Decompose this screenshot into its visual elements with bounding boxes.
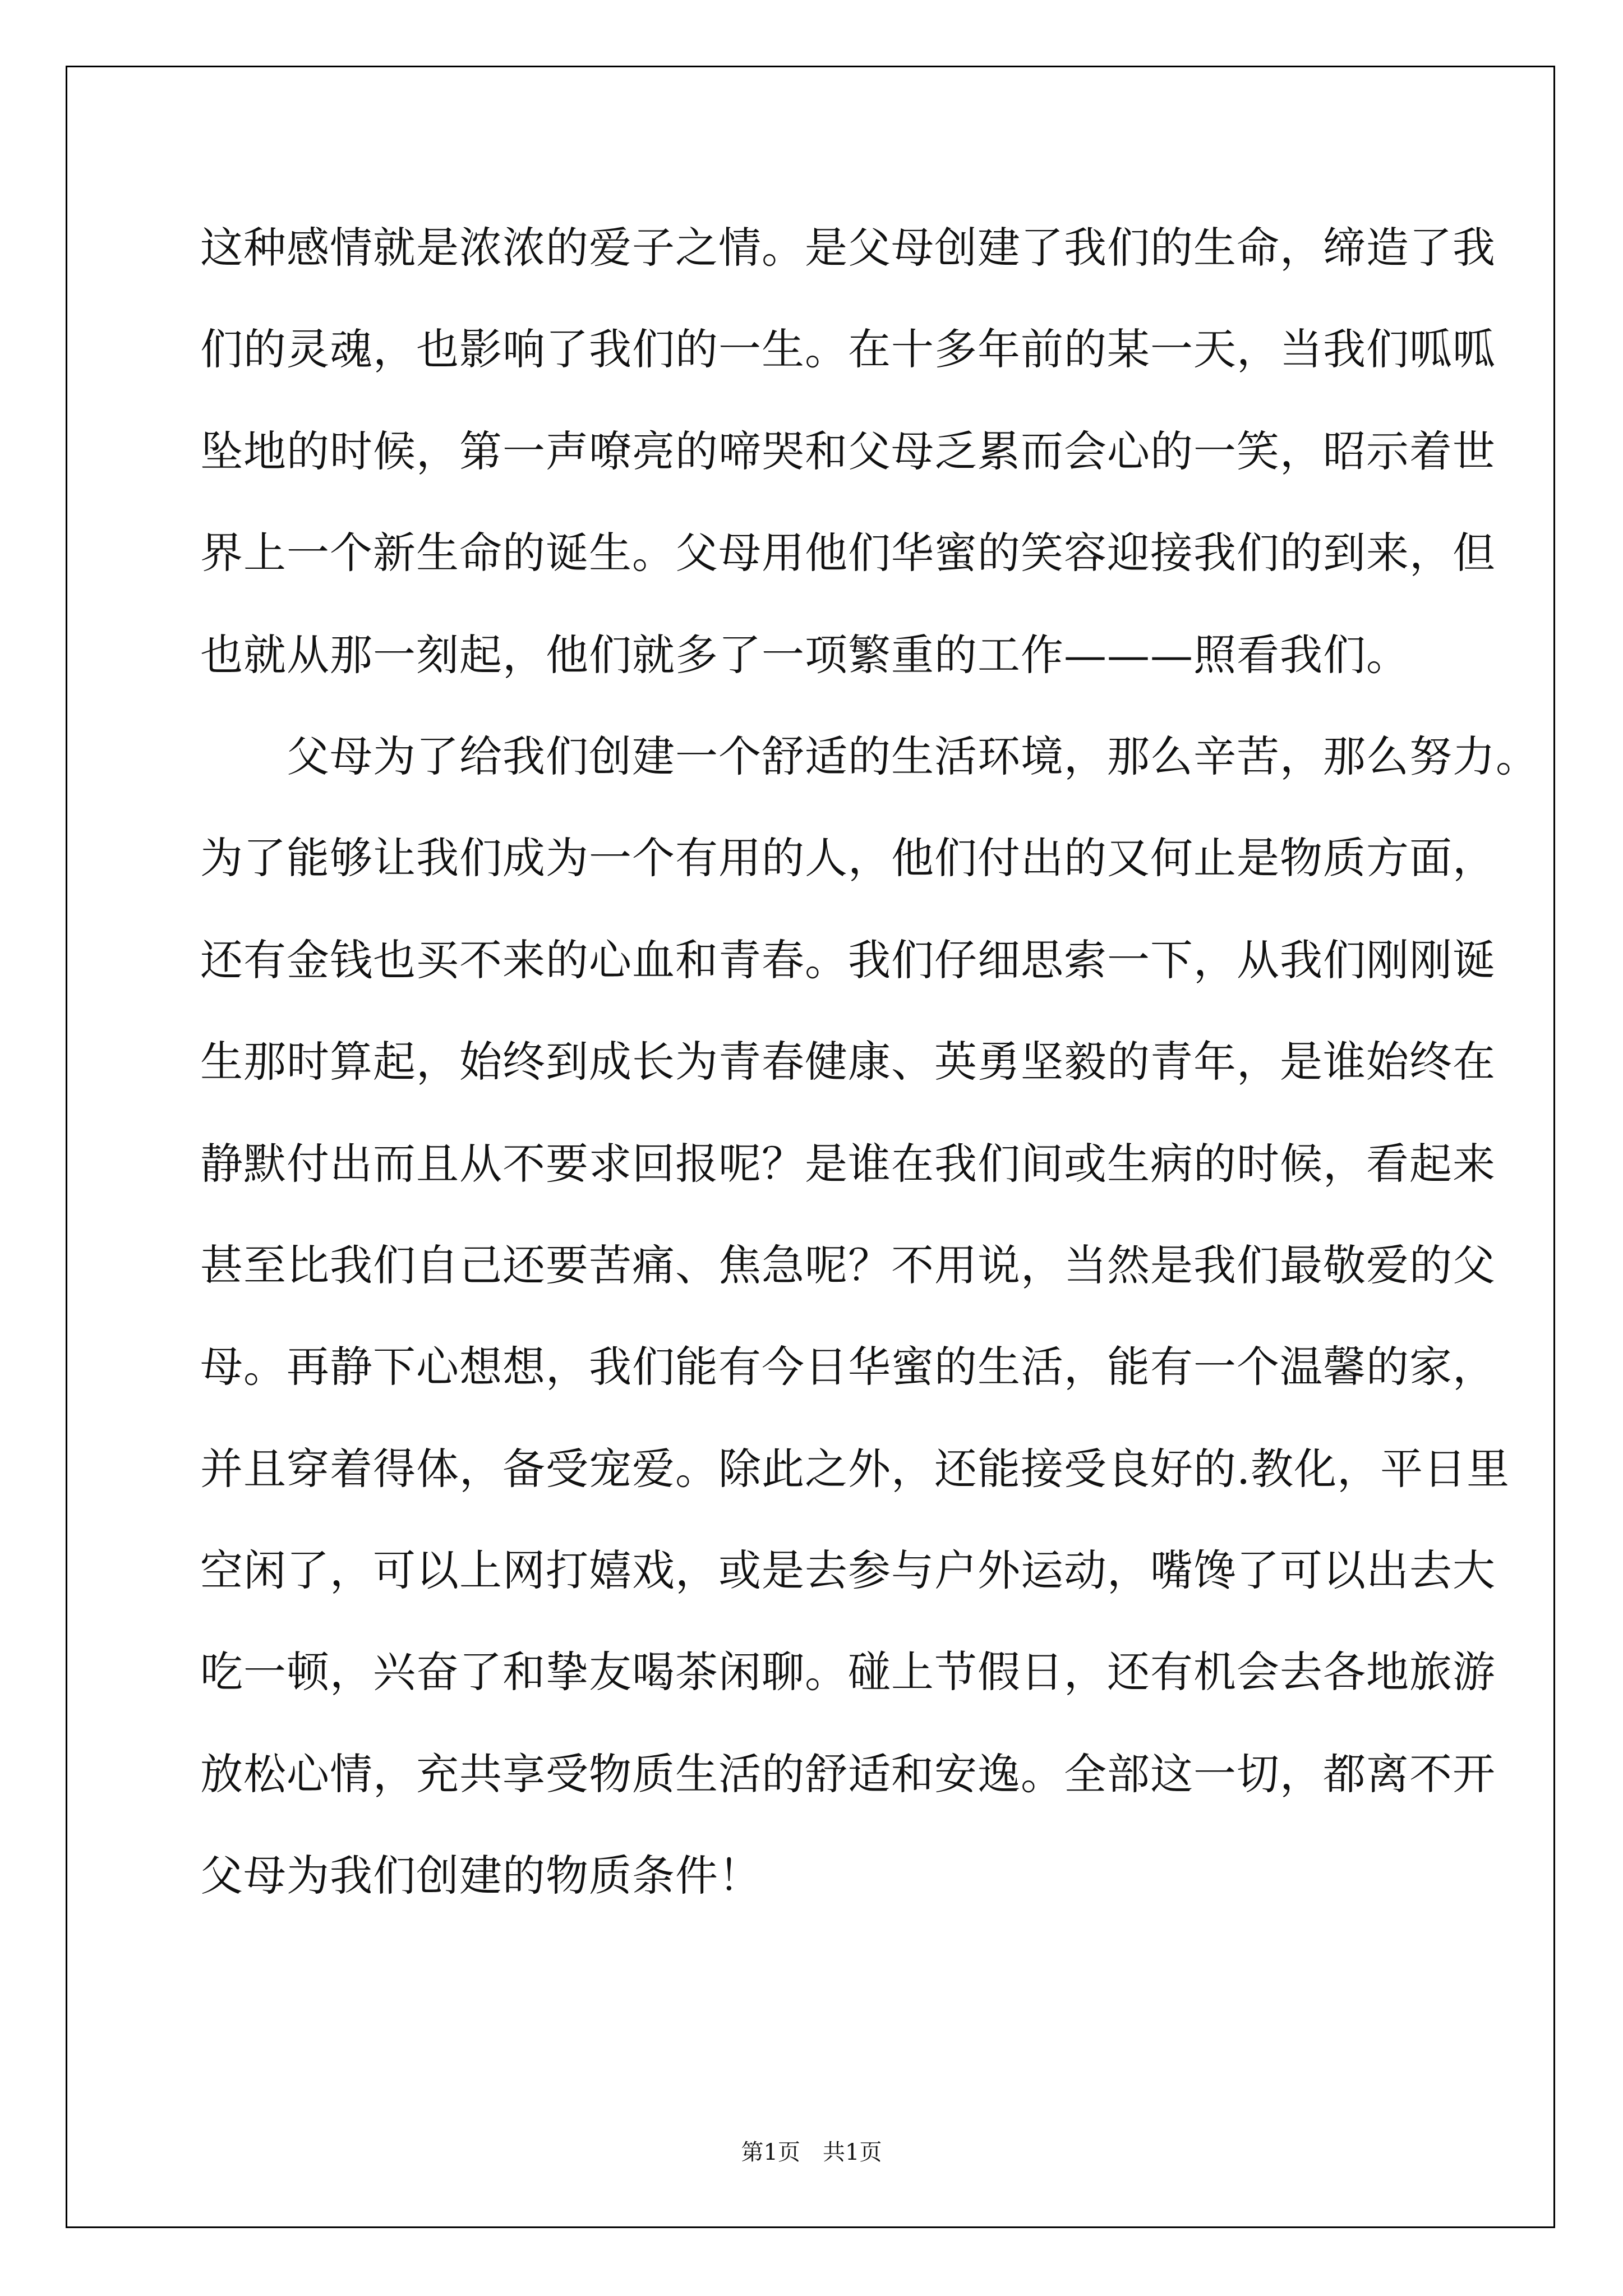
text-line: 们的灵魂，也影响了我们的一生。在十多年前的某一天，当我们呱呱 [200,324,1496,375]
text-line: 并且穿着得体，备受宠爱。除此之外，还能接受良好的.教化，平日里 [200,1443,1510,1494]
text-line: 静默付出而且从不要求回报呢？是谁在我们间或生病的时候，看起来 [200,1138,1496,1189]
text-line: 放松心情，充共享受物质生活的舒适和安逸。全部这一切，都离不开 [200,1749,1496,1799]
page-footer: 第1页 共1页 [741,2139,882,2165]
text-line: 这种感情就是浓浓的爱子之情。是父母创建了我们的生命，缔造了我 [200,223,1496,273]
text-line: 空闲了，可以上网打嬉戏，或是去参与户外运动，嘴馋了可以出去大 [200,1545,1496,1596]
text-line: 吃一顿，兴奋了和挚友喝茶闲聊。碰上节假日，还有机会去各地旅游 [200,1647,1496,1697]
text-line: 界上一个新生命的诞生。父母用他们华蜜的笑容迎接我们的到来，但 [200,528,1496,578]
text-line: 还有金钱也买不来的心血和青春。我们仔细思索一下，从我们刚刚诞 [200,935,1496,985]
text-line: 父母为我们创建的物质条件！ [200,1851,762,1901]
text-line: 父母为了给我们创建一个舒适的生活环境，那么辛苦，那么努力。 [200,731,1539,781]
text-line: 母。再静下心想想，我们能有今日华蜜的生活，能有一个温馨的家， [200,1342,1496,1392]
text-line: 生那时算起，始终到成长为青春健康、英勇坚毅的青年，是谁始终在 [200,1037,1496,1087]
document-body [200,218,1539,1948]
text-line: 坠地的时候，第一声嘹亮的啼哭和父母乏累而会心的一笑，昭示着世 [200,426,1496,476]
text-line: 甚至比我们自己还要苦痛、焦急呢？不用说，当然是我们最敬爱的父 [200,1240,1496,1290]
text-line: 为了能够让我们成为一个有用的人，他们付出的又何止是物质方面， [200,833,1496,884]
text-line: 也就从那一刻起，他们就多了一项繁重的工作———照看我们。 [200,629,1409,680]
